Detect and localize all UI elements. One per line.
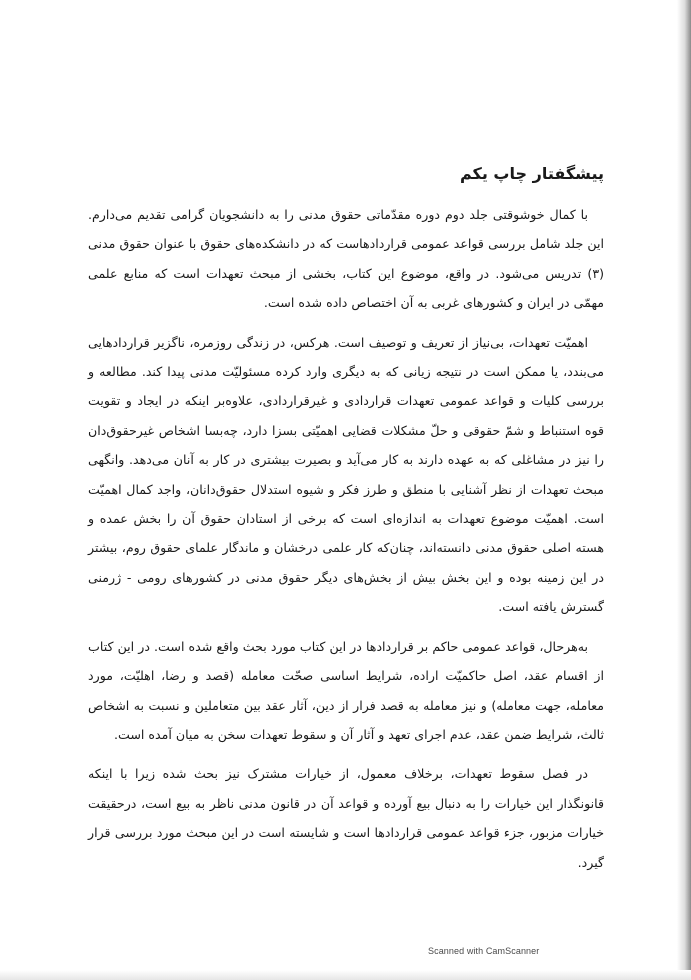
paragraph-1: با کمال خوشوقتی جلد دوم دوره مقدّماتی حقوق مدنی را به دانشجویان گرامی تقدیم می‌دارم. این جلد شامل بررسی قواعد عمومی قراردادهاست که در دانشکده‌های حقوق با عنوان حقوق مدنی (۳) تدریس می‌شود. در واقع، موضوع این کتاب، بخشی از مبحث تعهدات است که منابع علمی مهمّی در ایران و کشورهای غربی به آن اختصاص داده شده است. [88,207,604,311]
paragraph-4: در فصل سقوط تعهدات، برخلاف معمول، از خیارات مشترک نیز بحث شده زیرا با اینکه قانونگذار این خیارات را به دنبال بیع آورده و قواعد آن در قانون مدنی ناظر به بیع است، درحقیقت خیارات مزبور، جزء قواعد عمومی قراردادها است و شایسته است در این مبحث مورد بررسی قرار گیرد. [88,766,604,870]
paragraph-2: اهمیّت تعهدات، بی‌نیاز از تعریف و توصیف است. هرکس، در زندگی روزمره، ناگزیر قراردادهایی می‌بندد، یا ممکن است در نتیجه زیانی که به دیگری وارد کرده مسئولیّت مدنی پیدا کند. مطالعه و بررسی کلیات و قواعد عمومی تعهدات قراردادی و غیرقراردادی، علاوه‌بر اینکه در ایجاد و تقویت قوه استنباط و شمّ حقوقی و حلّ مشکلات قضایی اهمیّتی بسزا دارد، چه‌بسا اشخاص غیرحقوق‌دان را نیز در مشاغلی که به عهده دارند به کار می‌آید و بصیرت بیشتری در کار به آنان می‌دهد. وانگهی مبحث تعهدات از نظر آشنایی با منطق و طرز فکر و شیوه استدلال حقوق‌دانان، واجد کمال اهمیّت است. اهمیّت موضوع تعهدات به اندازه‌ای است که برخی از استادان حقوق آن را بخش عمده و هسته اصلی حقوق مدنی دانسته‌اند، چنان‌که کار علمی درخشان و ماندگار علمای حقوق روم، بیشتر در این زمینه بوده و این بخش بیش از بخش‌های دیگر حقوق مدنی در کشورهای رومی - ژرمنی گسترش یافته است. [88,334,604,615]
page-title: پیشگفتار چاپ یکم [459,164,604,183]
paragraph-3: به‌هرحال، قواعد عمومی حاکم بر قراردادها در این کتاب مورد بحث واقع شده است. در این کتاب از اقسام عقد، اصل حاکمیّت اراده، شرایط اساسی صحّت معامله (قصد و رضا، اهلیّت، مورد معامله، جهت معامله) و نیز معامله به قصد فرار از دین، آثار عقد بین متعاملین و نسبت به اشخاص ثالث، شرایط ضمن عقد، عدم اجرای تعهد و آثار آن و سقوط تعهدات سخن به میان آمده است. [88,638,604,742]
page-bottom-edge [0,970,691,980]
page-edge-shadow [677,0,691,980]
document-body [88,160,604,887]
scanner-watermark: Scanned with CamScanner [428,946,540,956]
